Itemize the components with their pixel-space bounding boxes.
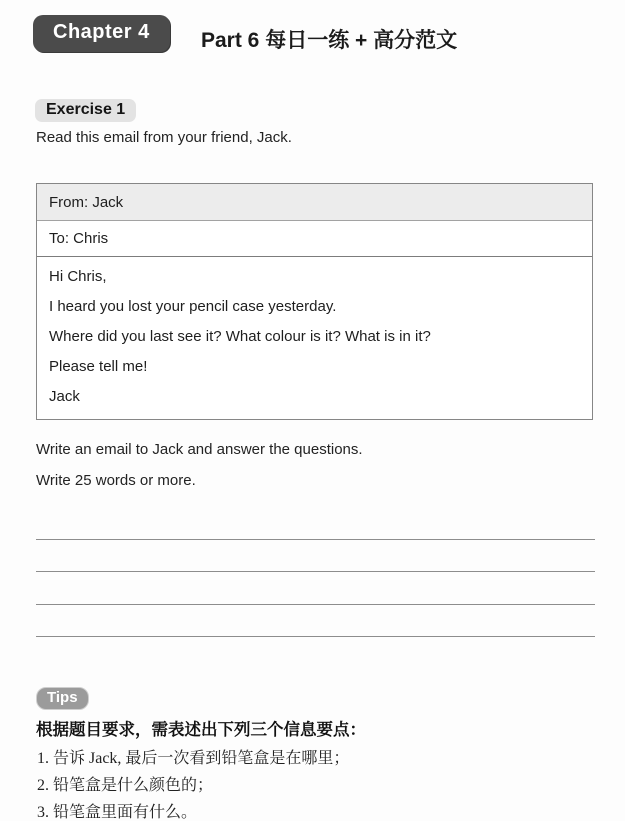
tips-item: 3. 铅笔盒里面有什么。 [37,804,198,821]
chapter-badge: Chapter 4 [33,15,170,52]
email-body-line: Please tell me! [49,358,148,375]
email-body-line: Where did you last see it? What colour is it? What is in it? [49,328,431,345]
email-body [37,257,592,419]
email-table [36,183,593,420]
exercise-badge: Exercise 1 [35,99,136,122]
email-to-row: To: Chris [37,221,592,257]
writing-line [36,636,595,637]
writing-line [36,539,595,540]
tips-badge: Tips [36,687,89,710]
task-instruction-1: Write an email to Jack and answer the questions. [36,441,363,458]
task-instruction-2: Write 25 words or more. [36,472,196,489]
email-body-line: I heard you lost your pencil case yesterday. [49,298,337,315]
email-body-line: Hi Chris, [49,268,107,285]
writing-line [36,604,595,605]
email-body-line: Jack [49,388,80,405]
tips-intro: 根据题目要求，需表述出下列三个信息要点： [36,721,366,739]
page-title: Part 6 每日一练 + 高分范文 [201,29,458,52]
tips-item: 2. 铅笔盒是什么颜色的； [37,777,214,794]
exercise-instruction: Read this email from your friend, Jack. [36,129,292,146]
tips-item: 1. 告诉 Jack, 最后一次看到铅笔盒是在哪里； [37,750,350,767]
email-from-row: From: Jack [37,184,592,221]
writing-line [36,571,595,572]
